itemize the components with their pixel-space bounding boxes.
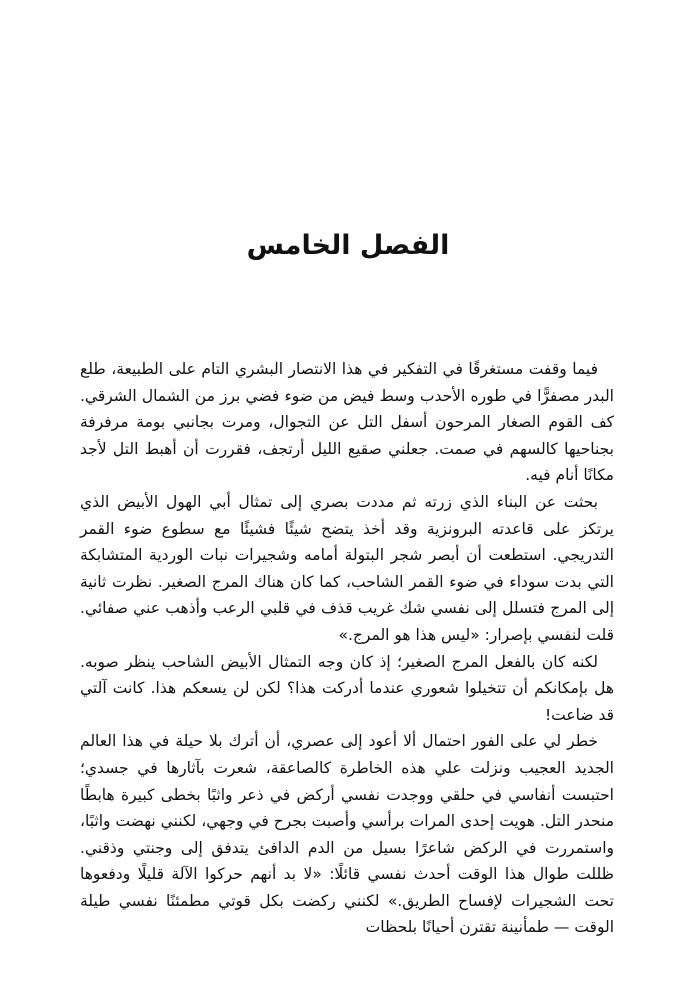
paragraph: خطر لي على الفور احتمال ألا أعود إلى عصري، أن أترك بلا حيلة في هذا العالم الجديد العجيب ونزلت علي هذه الخاطرة كالصاعقة، شعرت بآثارها في جسدي؛ احتبست أنفاسي في حلقي ووجدت نفسي أركض في ذعر واثبًا بخطى كبيرة هابطًا منحدر التل. هويت إحدى المرات برأسي وأصبت بجرح في وجهي، لكنني نهضت واثبًا، واستمررت في الركض شاعرًا بسيل من الدم الدافئ يتدفق إلى وجنتي وذقني. ظللت طوال هذا الوقت أحدث نفسي قائلًا: «لا بد أنهم حركوا الآلة قليلًا ودفعوها تحت الشجيرات لإفساح الطريق.» لكنني ركضت بكل قوتي مطمئنًا نفسي طيلة الوقت — طمأنينة تقترن أحيانًا بلحظات [80,732,614,937]
paragraph: بحثت عن البناء الذي زرته ثم مددت بصري إلى تمثال أبي الهول الأبيض الذي يرتكز على قاعدته البرونزية وقد أخذ يتضح شيئًا فشيئًا مع سطوع ضوء القمر التدريجي. استطعت أن أبصر شجر البتولة أمامه وشجيرات نبات الوردية المتشابكة التي بدت سوداء في ضوء القمر الشاحب، كما كان هناك المرج الصغير. نظرت ثانية إلى المرج فتسلل إلى نفسي شك غريب قذف في قلبي الرعب وأذهب عني صفائي. قلت لنفسي بإصرار: «ليس هذا هو المرج.» [80,492,614,644]
paragraph: فيما وقفت مستغرقًا في التفكير في هذا الانتصار البشري التام على الطبيعة، طلع البدر مصفرًّا في طوره الأحدب وسط فيض من ضوء فضي برز من الشمال الشرقي. كف القوم الصغار المرحون أسفل التل عن التجوال، ومرت بجانبي بومة مرفرفة بجناحيها كالسهم في صمت. جعلني صقيع الليل أرتجف، فقررت أن أهبط التل لأجد مكانًا أنام فيه. [80,360,614,485]
paragraph: لكنه كان بالفعل المرج الصغير؛ إذ كان وجه التمثال الأبيض الشاحب ينظر صوبه. هل بإمكانكم أن تتخيلوا شعوري عندما أدركت هذا؟ لكن لن يسعكم هذا. كانت آلتي قد ضاعت! [80,652,614,724]
chapter-body [80,356,614,941]
chapter-title: الفصل الخامس [246,230,450,261]
